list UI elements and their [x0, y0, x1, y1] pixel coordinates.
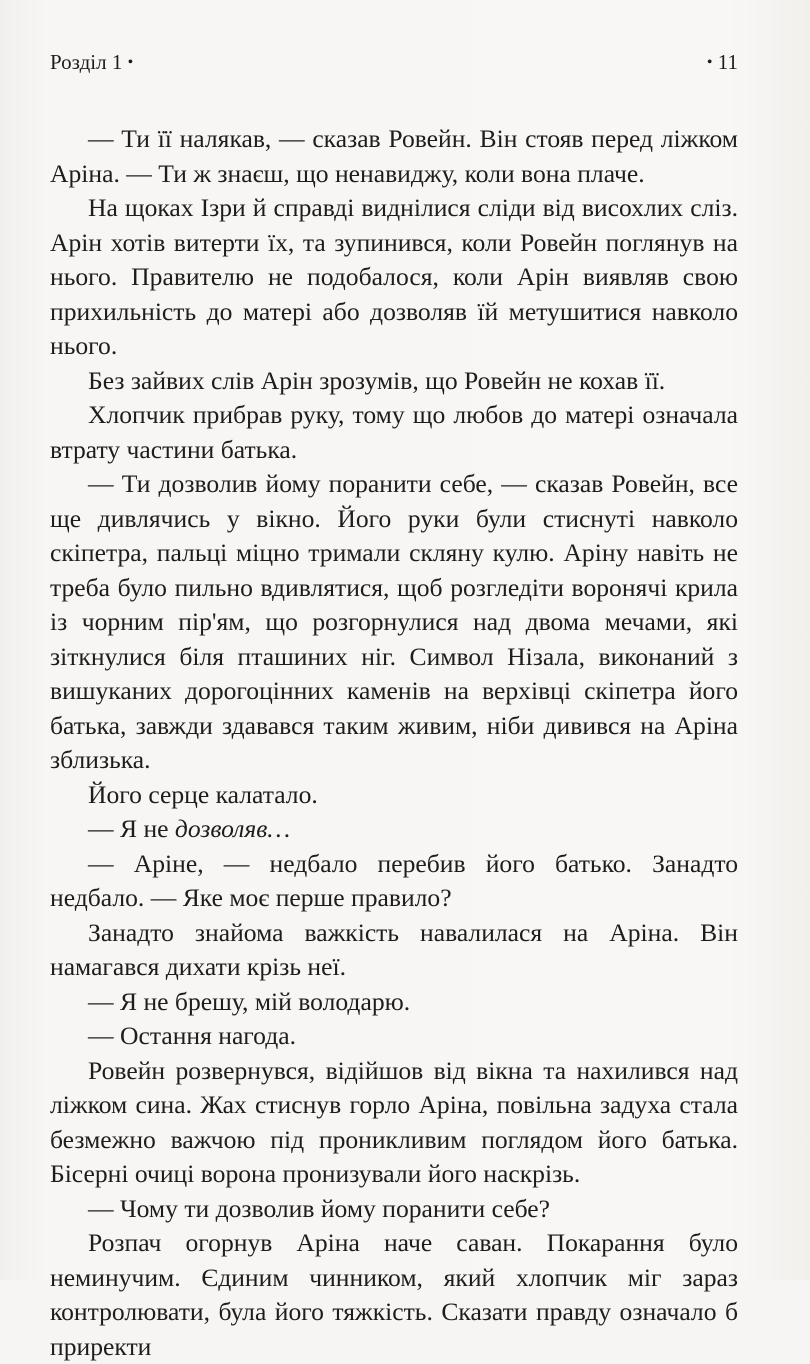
body-text	[50, 122, 738, 1364]
paragraph: Розпач огорнув Аріна наче саван. Покарання було неминучим. Єдиним чинником, який хлопчик міг зараз контролювати, була його тяжкість. Сказати правду означало б приректи	[50, 1228, 738, 1361]
paragraph: Занадто знайома важкість навалилася на Аріна. Він намагався дихати крізь неї.	[50, 917, 738, 981]
paragraph: Його серце калатало.	[88, 779, 318, 809]
chapter-header	[50, 50, 133, 75]
paragraph: — Я не брешу, мій володарю.	[88, 986, 411, 1016]
paragraph: — Аріне, — недбало перебив його батько. Занадто недбало. — Яке моє перше правило?	[50, 848, 738, 912]
paragraph: Без зайвих слів Арін зрозумів, що Ровейн не кохав її.	[88, 365, 666, 395]
paragraph: На щоках Ізри й справді виднілися сліди від висохлих сліз. Арін хотів витерти їх, та зупинився, коли Ровейн поглянув на нього. Правителю не подобалося, коли Арін виявляв свою прихильність до матері або дозволяв їй метушитися навколо нього.	[50, 193, 738, 360]
paragraph: — Ти дозволив йому поранити себе, — сказав Ровейн, все ще дивлячись у вікно. Його руки були стиснуті навколо скіпетра, пальці міцно тримали скляну кулю. Аріну навіть не треба було пильно вдивлятися, щоб розгледіти воронячі крила із чорним пір'ям, що розгорнулися над двома мечами, які зіткнулися біля пташиних ніг. Символ Нізала, виконаний з вишуканих дорогоцінних каменів на верхівці скіпетра його батька, завжди здавався таким живим, ніби дивився на Аріна зблизька.	[50, 469, 738, 774]
header-bullet: •	[127, 54, 134, 71]
page-number-bullet: •	[706, 54, 713, 71]
italic-text: дозволяв…	[174, 814, 291, 843]
paragraph: — Ти її налякав, — сказав Ровейн. Він стояв перед ліжком Аріна. — Ти ж знаєш, що ненавиджу, коли вона плаче.	[50, 124, 738, 188]
paragraph: — Остання нагода.	[88, 1021, 297, 1050]
paragraph: — Чому ти дозволив йому поранити себе?	[88, 1193, 551, 1223]
page-number: 11	[717, 50, 738, 74]
paragraph: Хлопчик прибрав руку, тому що любов до матері означала втрату частини батька.	[50, 400, 738, 464]
dialogue-text: — Я не	[88, 814, 175, 843]
chapter-title: Розділ 1	[50, 50, 123, 74]
page-number-header	[707, 50, 738, 75]
paragraph	[50, 812, 738, 847]
paragraph: Ровейн розвернувся, відійшов від вікна та нахилився над ліжком сина. Жах стиснув горло Аріна, повільна задуха стала безмежно важчою під проникливим поглядом його батька. Бісерні очиці ворона пронизували його наскрізь.	[50, 1055, 738, 1188]
